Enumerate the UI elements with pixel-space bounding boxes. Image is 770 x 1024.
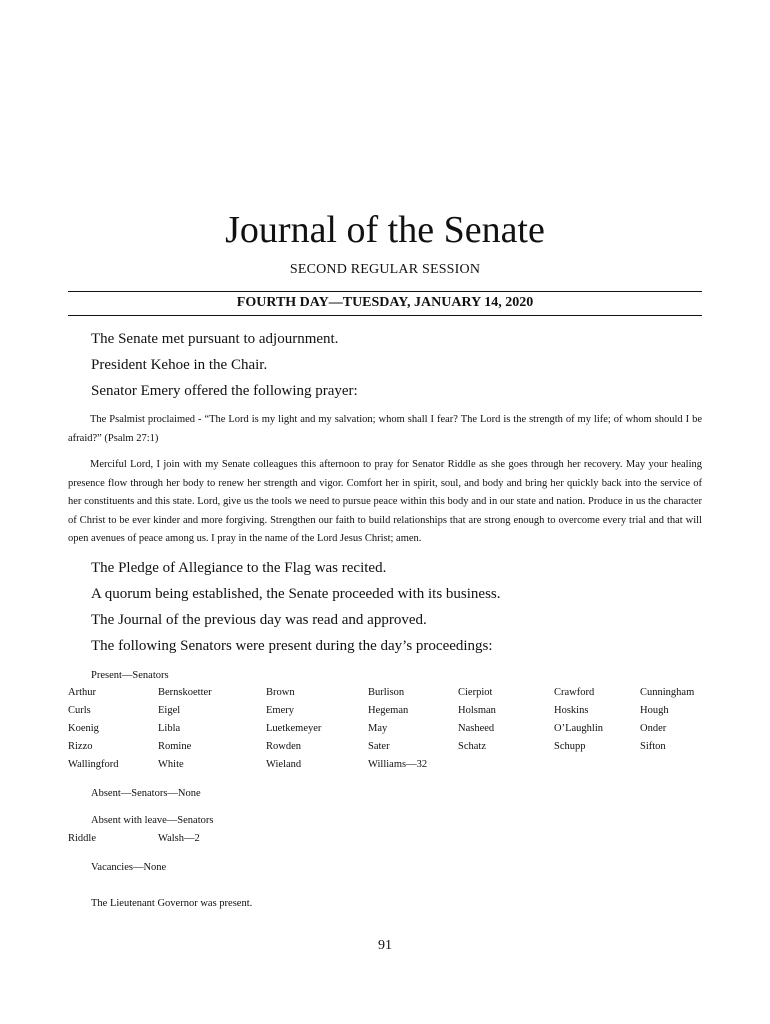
top-divider [68,291,702,292]
senator-name: Curls [68,705,91,716]
senator-name: Schupp [554,741,586,752]
senator-name: Williams—32 [368,759,428,770]
senator-name: Rizzo [68,741,93,752]
senator-name: Emery [266,705,294,716]
absent-senator: Walsh—2 [158,833,200,844]
proceeding-line: The Journal of the previous day was read and approved. [91,612,427,628]
absent-senator: Riddle [68,833,96,844]
proceeding-line: The following Senators were present during the day’s proceedings: [91,638,493,654]
bottom-divider [68,315,702,316]
senator-name: Bernskoetter [158,687,212,698]
senator-name: Romine [158,741,192,752]
senator-name: Eigel [158,705,181,716]
senator-name: May [368,723,388,734]
senator-name: Wallingford [68,759,119,770]
absent-leave-heading: Absent with leave—Senators [91,815,214,826]
prayer-paragraph: The Psalmist proclaimed - “The Lord is my light and my salvation; whom shall I fear? The Lord is the strength of my life; of whom should I be afraid?” (Psalm 27:1) [68,414,702,444]
senator-name: Cunningham [640,687,695,698]
senator-name: Sifton [640,741,666,752]
senator-name: Wieland [266,759,302,770]
senator-name: Nasheed [458,723,495,734]
senator-name: O’Laughlin [554,723,603,734]
senator-name: Brown [266,687,295,698]
day-heading: FOURTH DAY—TUESDAY, JANUARY 14, 2020 [236,295,534,310]
senator-name: Libla [158,723,181,734]
senator-name: Holsman [458,705,496,716]
senator-name: Koenig [68,723,99,734]
senator-name: Arthur [68,687,96,698]
senator-name: Hough [640,705,669,716]
senator-name: Hegeman [368,705,409,716]
intro-line: The Senate met pursuant to adjournment. [91,331,339,347]
intro-line: Senator Emery offered the following prayer: [91,383,358,399]
senator-name: Burlison [368,687,405,698]
senator-name: Rowden [266,741,301,752]
prayer-paragraph: Merciful Lord, I join with my Senate colleagues this afternoon to pray for Senator Riddle as she goes through her recovery. May your healing presence flow through her body to renew her strength and vigor. Comfort her in spirit, soul, and body and bring her quickly back into the service of her constituents and this state. Lord, give us the tools we need to pursue peace within this body and in our state and nation. Produce in us the character of Christ to be ever kinder and more forgiving. Strengthen our faith to build relationships that are strong enough to overcome every trial and that will open avenues of peace among us. I pray in the name of the Lord Jesus Christ; amen. [68,459,702,544]
senator-name: Luetkemeyer [266,723,322,734]
present-senators-grid [68,687,708,777]
proceeding-line: A quorum being established, the Senate proceeded with its business. [91,586,501,602]
vacancies-line: Vacancies—None [91,862,167,873]
senator-name: Crawford [554,687,595,698]
senator-name: Hoskins [554,705,589,716]
page-title: Journal of the Senate [225,209,545,251]
absent-heading: Absent—Senators—None [91,788,201,799]
senator-name: Sater [368,741,390,752]
present-heading: Present—Senators [91,670,169,681]
intro-line: President Kehoe in the Chair. [91,357,268,373]
senator-name: Schatz [458,741,486,752]
senator-name: White [158,759,184,770]
lt-governor-line: The Lieutenant Governor was present. [91,898,253,909]
senator-name: Cierpiot [458,687,493,698]
session-subtitle: SECOND REGULAR SESSION [289,262,481,277]
senator-name: Onder [640,723,667,734]
proceeding-line: The Pledge of Allegiance to the Flag was recited. [91,560,387,576]
page-number: 91 [378,938,392,953]
